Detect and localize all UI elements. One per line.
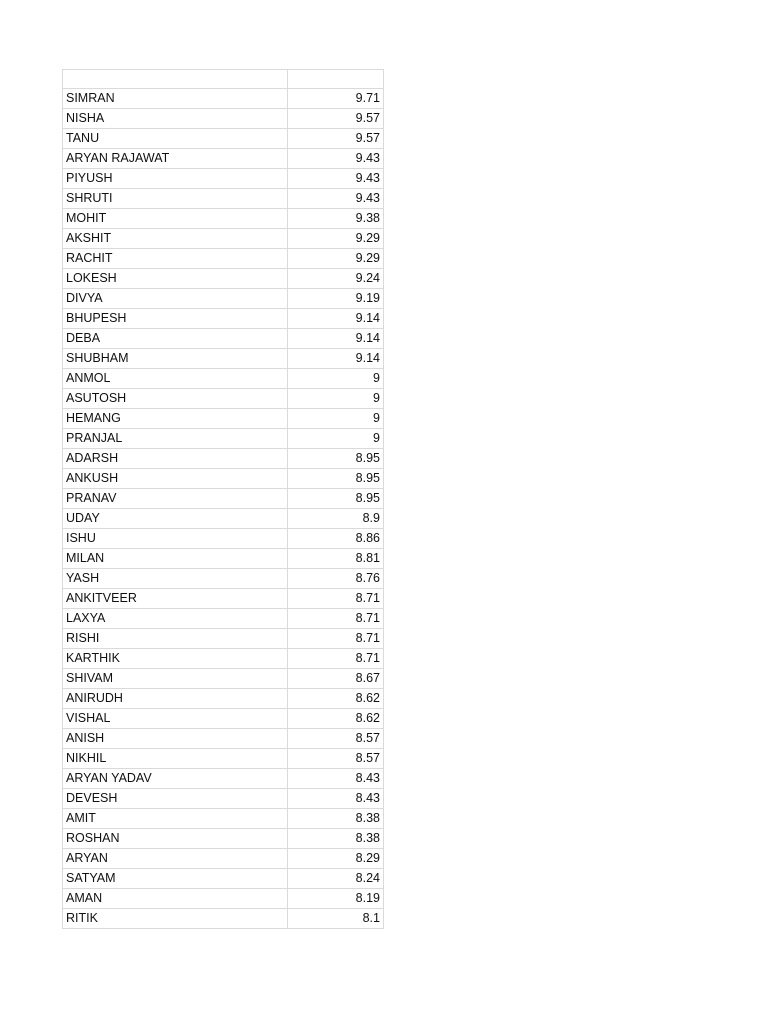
table-row [63,449,384,469]
table-row [63,109,384,129]
score-cell: 9.57 [288,109,384,129]
table-row [63,609,384,629]
score-cell: 8.57 [288,749,384,769]
student-name-cell: SIMRAN [63,89,288,109]
score-cell: 8.62 [288,689,384,709]
score-cell: 9.14 [288,329,384,349]
student-name-cell: ROSHAN [63,829,288,849]
score-cell: 9.29 [288,229,384,249]
student-name-cell: LAXYA [63,609,288,629]
score-cell: 8.38 [288,809,384,829]
student-name-cell: RISHI [63,629,288,649]
score-cell: 9.43 [288,149,384,169]
score-cell: 8.1 [288,909,384,929]
table-row [63,509,384,529]
score-cell: 8.62 [288,709,384,729]
score-cell: 8.76 [288,569,384,589]
student-name-cell: ARYAN RAJAWAT [63,149,288,169]
table-row [63,869,384,889]
student-name-cell: VISHAL [63,709,288,729]
score-cell: 8.71 [288,629,384,649]
student-name-cell: MOHIT [63,209,288,229]
student-name-cell: ANKUSH [63,469,288,489]
table-row [63,129,384,149]
table-row [63,469,384,489]
table-row [63,569,384,589]
student-name-cell: SHUBHAM [63,349,288,369]
student-name-cell: ARYAN [63,849,288,869]
table-row [63,829,384,849]
table-row [63,589,384,609]
student-name-cell: PRANAV [63,489,288,509]
student-name-cell: KARTHIK [63,649,288,669]
student-name-cell: NISHA [63,109,288,129]
table-row [63,269,384,289]
table-row [63,649,384,669]
student-name-cell: HEMANG [63,409,288,429]
score-cell: 8.43 [288,789,384,809]
score-cell: 9.57 [288,129,384,149]
score-cell: 8.67 [288,669,384,689]
score-cell: 9 [288,369,384,389]
score-cell: 9.29 [288,249,384,269]
table-row [63,209,384,229]
student-name-cell: ANISH [63,729,288,749]
score-cell: 8.38 [288,829,384,849]
student-name-cell: RACHIT [63,249,288,269]
table-row [63,489,384,509]
table-row [63,749,384,769]
score-cell: 9 [288,409,384,429]
student-name-cell: DIVYA [63,289,288,309]
table-row [63,309,384,329]
student-name-cell: ADARSH [63,449,288,469]
score-cell: 9 [288,429,384,449]
student-name-cell: DEBA [63,329,288,349]
score-cell: 9.43 [288,169,384,189]
score-table-body [63,70,384,929]
score-cell: 9.24 [288,269,384,289]
table-row [63,789,384,809]
table-row [63,849,384,869]
student-name-cell: MILAN [63,549,288,569]
score-cell: 8.81 [288,549,384,569]
table-row [63,329,384,349]
score-cell: 8.71 [288,609,384,629]
table-row [63,729,384,749]
student-name-cell: TANU [63,129,288,149]
score-cell: 9.14 [288,349,384,369]
table-row [63,629,384,649]
student-name-cell: ANMOL [63,369,288,389]
table-row [63,189,384,209]
score-cell: 8.29 [288,849,384,869]
score-cell: 8.71 [288,649,384,669]
table-row [63,529,384,549]
score-cell: 8.43 [288,769,384,789]
student-name-cell: AKSHIT [63,229,288,249]
student-name-cell: PRANJAL [63,429,288,449]
student-name-cell: ASUTOSH [63,389,288,409]
student-name-cell: ARYAN YADAV [63,769,288,789]
table-row [63,549,384,569]
score-cell: 8.95 [288,469,384,489]
student-name-cell: BHUPESH [63,309,288,329]
student-name-cell: ISHU [63,529,288,549]
table-row [63,809,384,829]
table-row [63,409,384,429]
score-cell: 8.95 [288,489,384,509]
student-name-cell: ANKITVEER [63,589,288,609]
student-name-cell: UDAY [63,509,288,529]
table-row [63,709,384,729]
score-cell: 8.9 [288,509,384,529]
score-cell: 8.71 [288,589,384,609]
score-cell: 8.24 [288,869,384,889]
table-row [63,249,384,269]
score-cell: 8.95 [288,449,384,469]
table-row [63,389,384,409]
score-cell: 8.19 [288,889,384,909]
table-row [63,429,384,449]
student-name-cell: SHIVAM [63,669,288,689]
student-name-cell: RITIK [63,909,288,929]
table-row [63,169,384,189]
score-cell: 9.19 [288,289,384,309]
table-row [63,349,384,369]
score-cell: 9.71 [288,89,384,109]
table-row [63,689,384,709]
score-cell: 9.43 [288,189,384,209]
student-name-cell: YASH [63,569,288,589]
score-table [62,69,384,929]
student-name-cell: AMAN [63,889,288,909]
header-score-cell [288,70,384,89]
table-row [63,669,384,689]
score-cell: 9.14 [288,309,384,329]
student-name-cell: LOKESH [63,269,288,289]
student-name-cell: NIKHIL [63,749,288,769]
header-name-cell [63,70,288,89]
score-cell: 8.57 [288,729,384,749]
table-row [63,289,384,309]
student-name-cell: SATYAM [63,869,288,889]
header-row [63,70,384,89]
student-name-cell: SHRUTI [63,189,288,209]
student-name-cell: ANIRUDH [63,689,288,709]
score-cell: 9.38 [288,209,384,229]
student-name-cell: DEVESH [63,789,288,809]
table-row [63,149,384,169]
table-row [63,89,384,109]
table-row [63,369,384,389]
student-name-cell: AMIT [63,809,288,829]
table-row [63,909,384,929]
table-row [63,769,384,789]
student-name-cell: PIYUSH [63,169,288,189]
score-cell: 9 [288,389,384,409]
table-row [63,889,384,909]
score-cell: 8.86 [288,529,384,549]
table-row [63,229,384,249]
